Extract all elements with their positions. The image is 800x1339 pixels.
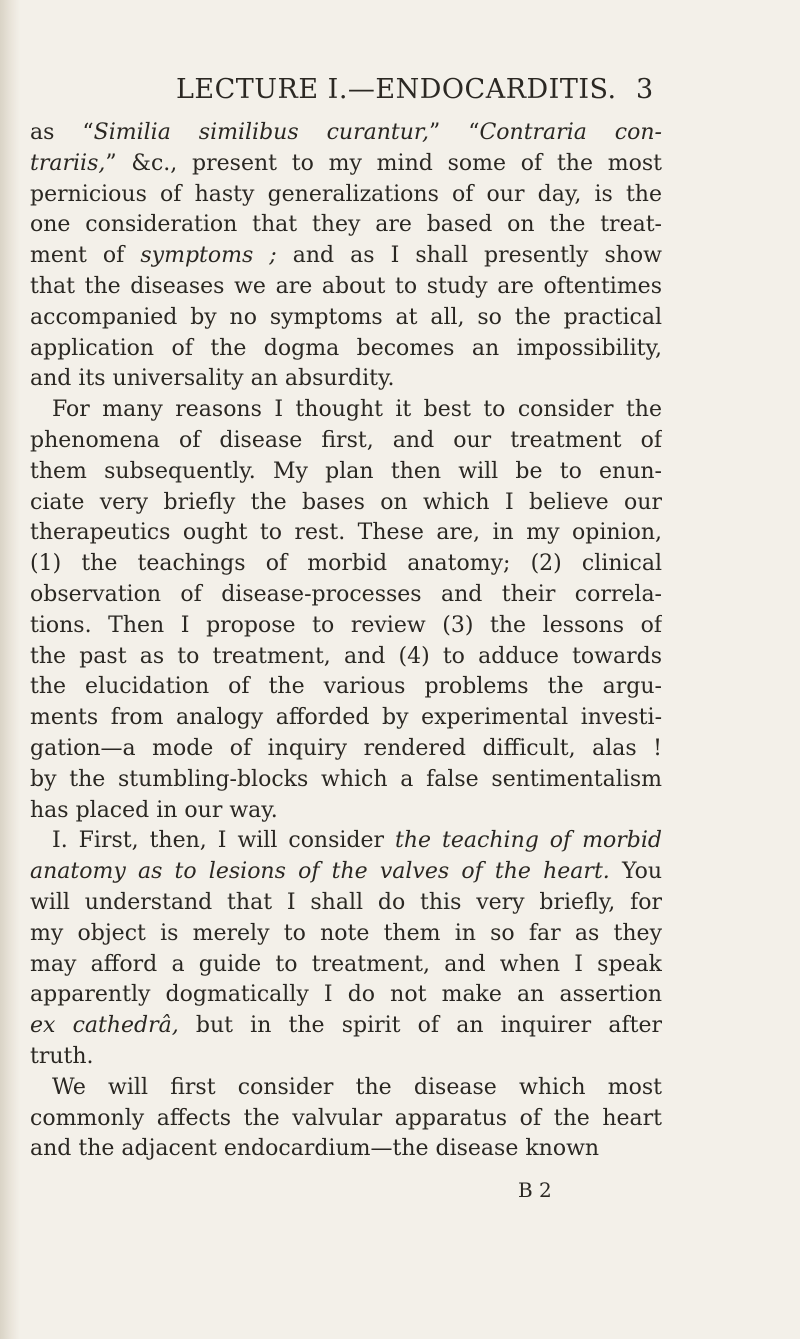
text-line: [30, 796, 662, 827]
text-line: [30, 611, 662, 642]
text-line: [30, 919, 662, 950]
italic-text-run: ex cathedrâ,: [30, 1013, 179, 1039]
text-line: [30, 734, 662, 765]
text-line: [30, 857, 662, 888]
text-run: application of the dogma becomes an impossibility,: [30, 335, 662, 361]
text-line: [30, 1042, 662, 1073]
text-line: [30, 580, 662, 611]
text-line: [30, 950, 662, 981]
text-run: ” “: [428, 120, 480, 145]
text-run: We will first consider the disease which most: [52, 1074, 662, 1100]
text-line: [30, 518, 662, 549]
text-line: [30, 272, 662, 303]
text-run: phenomena of disease first, and our treatment of: [30, 427, 662, 453]
text-run: pernicious of hasty generalizations of our day, is the: [30, 181, 662, 207]
text-run: You: [609, 859, 662, 885]
text-run: therapeutics ought to rest. These are, in my opinion,: [30, 520, 662, 546]
text-run: I. First, then, I will consider: [52, 828, 396, 854]
text-run: and its universality an absurdity.: [30, 366, 395, 392]
text-line: [30, 549, 662, 580]
text-run: tions. Then I propose to review (3) the lessons of: [30, 612, 662, 638]
italic-text-run: Similia similibus curantur,: [93, 120, 429, 145]
running-head: [0, 74, 800, 114]
text-line: [30, 149, 662, 180]
text-run: one consideration that they are based on the treat-: [30, 212, 662, 238]
running-head-title: LECTURE I.—ENDOCARDITIS.: [176, 74, 617, 105]
text-run: ment of: [30, 243, 141, 269]
italic-text-run: the teaching of morbid: [395, 828, 662, 854]
text-line: [30, 1134, 662, 1165]
page-number: 3: [636, 74, 654, 105]
text-run: For many reasons I thought it best to consider the: [52, 397, 662, 423]
text-run: and as I shall presently show: [276, 243, 662, 269]
text-run: by the stumbling-blocks which a false sentimentalism: [30, 766, 662, 792]
italic-text-run: Contraria con-: [479, 120, 662, 145]
text-run: the elucidation of the various problems the argu-: [30, 674, 662, 700]
text-line: [30, 642, 662, 673]
text-run: ciate very briefly the bases on which I believe our: [30, 489, 662, 515]
text-run: as “: [30, 120, 94, 145]
text-line: [30, 457, 662, 488]
text-line: [30, 180, 662, 211]
text-run: has placed in our way.: [30, 797, 278, 823]
text-run: ments from analogy afforded by experimental investi-: [30, 705, 662, 731]
text-run: will understand that I shall do this very briefly, for: [30, 889, 662, 915]
text-run: my object is merely to note them in so far as they: [30, 920, 662, 946]
text-line: [30, 210, 662, 241]
text-run: and the adjacent endocardium—the disease known: [30, 1136, 600, 1162]
text-line: [30, 364, 662, 395]
text-line: [30, 241, 662, 272]
text-line: [30, 980, 662, 1011]
body-text: [30, 118, 662, 1165]
text-line: [30, 488, 662, 519]
text-line: [30, 765, 662, 796]
text-line: [30, 303, 662, 334]
text-run: may afford a guide to treatment, and when I speak: [30, 951, 662, 977]
text-line: [30, 395, 662, 426]
italic-text-run: anatomy as to lesions of the valves of the heart.: [30, 859, 610, 885]
italic-text-run: symptoms ;: [140, 243, 277, 269]
text-run: that the diseases we are about to study are oftentimes: [30, 273, 662, 299]
text-line: [30, 1011, 662, 1042]
text-run: ” &c., present to my mind some of the most: [105, 150, 662, 176]
text-run: (1) the teachings of morbid anatomy; (2) clinical: [30, 551, 662, 577]
text-run: truth.: [30, 1043, 94, 1069]
text-run: accompanied by no symptoms at all, so the practical: [30, 304, 662, 330]
text-line: [30, 826, 662, 857]
text-line: [30, 426, 662, 457]
text-line: [30, 118, 662, 149]
text-line: [30, 703, 662, 734]
text-line: [30, 1073, 662, 1104]
italic-text-run: trariis,: [30, 150, 106, 176]
text-line: [30, 334, 662, 365]
text-line: [30, 672, 662, 703]
text-run: gation—a mode of inquiry rendered difficult, alas !: [30, 735, 662, 761]
text-run: them subsequently. My plan then will be to enun-: [30, 458, 662, 484]
signature-mark: B 2: [518, 1178, 552, 1202]
text-run: but in the spirit of an inquirer after: [178, 1013, 662, 1039]
text-run: apparently dogmatically I do not make an assertion: [30, 982, 662, 1008]
text-run: the past as to treatment, and (4) to adduce towards: [30, 643, 662, 669]
text-run: observation of disease-processes and their correla-: [30, 581, 662, 607]
text-line: [30, 888, 662, 919]
text-line: [30, 1104, 662, 1135]
text-run: commonly affects the valvular apparatus of the heart: [30, 1105, 662, 1131]
